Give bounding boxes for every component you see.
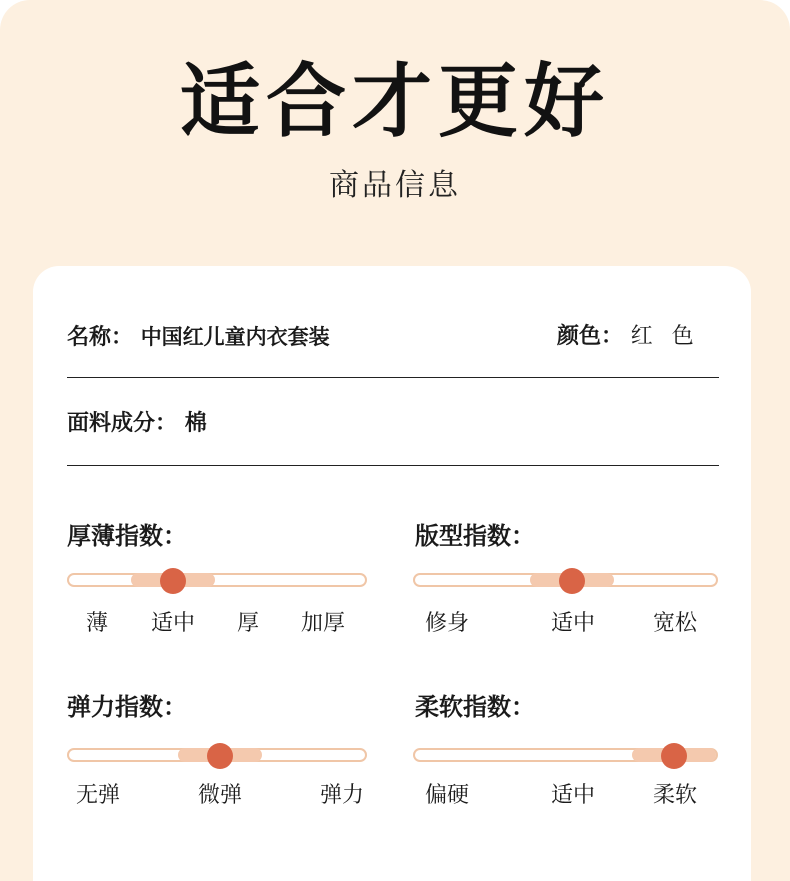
page-subtitle: 商品信息 — [329, 168, 461, 203]
fit-tick: 修身 — [424, 611, 470, 636]
thickness-tick: 适中 — [150, 611, 196, 636]
fit-index-knob — [559, 568, 585, 594]
fit-tick: 适中 — [550, 611, 596, 636]
product-fabric — [67, 409, 207, 439]
fit-tick: 宽松 — [652, 611, 698, 636]
divider — [67, 377, 719, 378]
divider — [67, 465, 719, 466]
elasticity-tick: 无弹 — [75, 783, 121, 808]
fit-index-track — [413, 573, 718, 587]
thickness-index-track — [67, 573, 367, 587]
product-fabric-label: 面料成分： — [67, 411, 178, 436]
elasticity-index-label: 弹力指数： — [67, 693, 187, 721]
fit-index-label: 版型指数： — [415, 522, 535, 550]
softness-index-track — [413, 748, 718, 762]
product-color — [557, 322, 700, 352]
page-title: 适合才更好 — [180, 55, 610, 148]
product-name — [67, 322, 330, 353]
elasticity-tick: 弹力 — [319, 783, 365, 808]
thickness-tick: 加厚 — [300, 611, 346, 636]
product-color-value: 红 色 — [630, 324, 700, 349]
elasticity-index-track — [67, 748, 367, 762]
softness-tick: 柔软 — [652, 783, 698, 808]
softness-tick: 适中 — [550, 783, 596, 808]
product-fabric-value: 棉 — [184, 411, 207, 436]
product-info-card — [33, 266, 751, 881]
product-name-label: 名称： — [67, 325, 134, 350]
elasticity-tick: 微弹 — [197, 783, 243, 808]
thickness-index-knob — [160, 568, 186, 594]
softness-index-label: 柔软指数： — [415, 693, 535, 721]
thickness-tick: 厚 — [236, 611, 260, 636]
product-name-value: 中国红儿童内衣套装 — [140, 325, 330, 349]
product-color-label: 颜色： — [557, 324, 624, 349]
softness-index-knob — [661, 743, 687, 769]
softness-tick: 偏硬 — [424, 783, 470, 808]
thickness-index-label: 厚薄指数： — [67, 522, 187, 550]
thickness-tick: 薄 — [85, 611, 109, 636]
elasticity-index-knob — [207, 743, 233, 769]
